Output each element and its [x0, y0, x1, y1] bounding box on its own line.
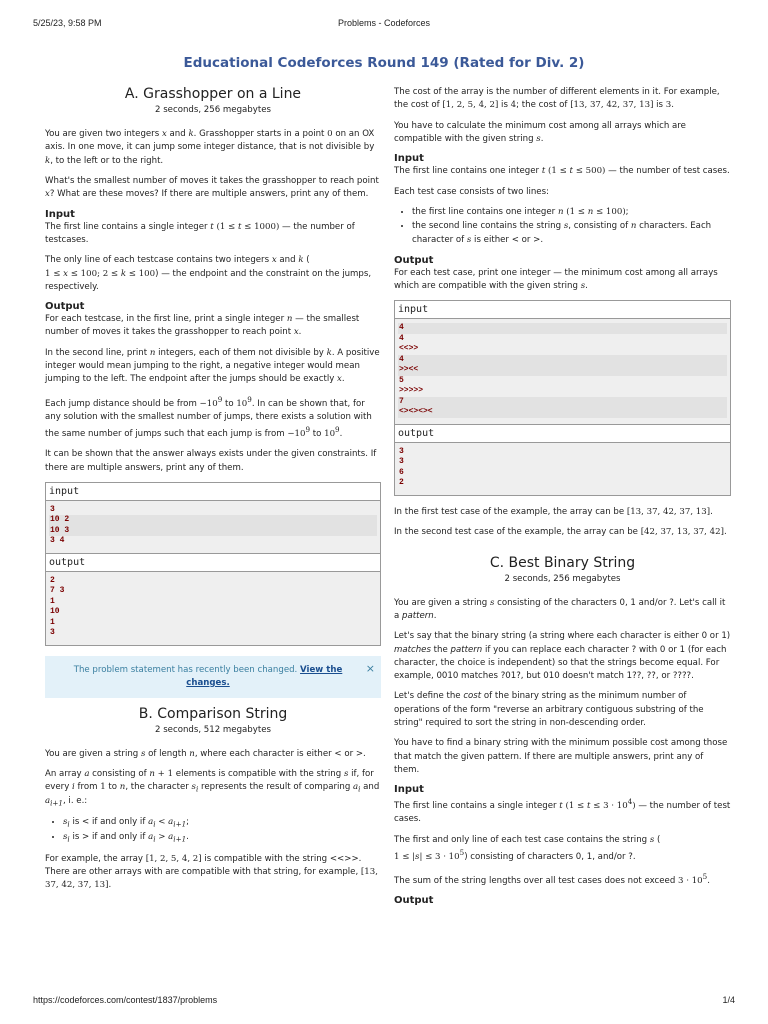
sample-output-line: 10 [50, 607, 60, 617]
notice-text: The problem statement has recently been changed. [73, 664, 298, 675]
sample-output-line: 7 3 [50, 586, 65, 596]
sample-output-line: 1 [50, 617, 55, 627]
problem-a-input-heading: Input [45, 208, 75, 220]
sample-output-line: 2 [399, 478, 404, 488]
problem-c-statement-2: Let's say that the binary string (a string where each character is either 0 or 1) matches the pattern if you can replace each character ? with 0 or 1 (for each character, the choice is independent) so that the strings become equal. For example, 0010 matches ?01?, but 010 doesn't match 1??, ??, or ????. [394, 631, 731, 682]
problem-b-conditions: • $s_i$ is < if and only if $a_i < a_{i+1}$; • $s_i$ is > if and only if $a_i > a_{i+1}$. [45, 816, 381, 845]
problem-a [45, 86, 381, 646]
problem-c [394, 555, 731, 907]
problem-a-statement-1: You are given two integers x and k. Grasshopper starts in a point 0 on an OX axis. In one move, it can jump some integer distance, that is not divisible by k, to the left or to the right. [45, 129, 375, 166]
problem-c-input-1: The first line contains a single integer t $(1 \le t \le 3 \cdot 10^4)$ — the number of test cases. [394, 797, 731, 825]
problem-c-input-2: The first and only line of each test case contains the string s ( $1 \le |s| \le 3 \cdot 10^5$) consisting of characters 0, 1, and/or ?. [394, 834, 661, 862]
problem-c-input-3: The sum of the string lengths over all test cases does not exceed $3 \cdot 10^5$. [394, 872, 710, 887]
sample-output-line: 3 [50, 628, 55, 638]
problem-b-sample [394, 300, 731, 496]
print-page-title: Problems - Codeforces [337, 18, 431, 28]
sample-output-line: 6 [399, 467, 404, 477]
problem-c-statement-1: You are given a string s consisting of the characters 0, 1 and/or ?. Let's call it a pattern. [394, 597, 726, 621]
problem-c-statement-4: You have to find a binary string with the minimum possible cost among those that match the given pattern. If there are multiple answers, print any of them. [394, 738, 728, 775]
problem-a-output-4: It can be shown that the answer always exists under the given constraints. If there are multiple answers, print any of them. [45, 449, 377, 473]
problem-b-statement-4: The cost of the array is the number of different elements in it. For example, the cost of [1, 2, 5, 4, 2] is 4; the cost of [13, 37, 42, 37, 13] is 3. [394, 87, 720, 111]
sample-input-line: 10 3 [49, 526, 377, 537]
problem-b-statement-5: You have to calculate the minimum cost among all arrays which are compatible with the given string s. [394, 120, 686, 144]
problem-a-input-2: The only line of each testcase contains two integers x and k ( 1 ≤ x ≤ 100; 2 ≤ k ≤ 100) — the endpoint and the constraint on the jumps, respectively. [45, 255, 372, 292]
sample-output-label: output [46, 553, 380, 571]
sample-input-line: >><< [398, 365, 727, 376]
problem-a-statement-2: What's the smallest number of moves it takes the grasshopper to reach point x? What are these moves? If there are multiple answers, print any of them. [45, 175, 379, 200]
print-date: 5/25/23, 9:58 PM [33, 18, 102, 28]
problem-a-input-1: The first line contains a single integer t (1 ≤ t ≤ 1000) — the number of testcases. [45, 221, 355, 245]
problem-a-limits: 2 seconds, 256 megabytes [155, 105, 271, 115]
sample-output-block[interactable] [46, 571, 380, 645]
sample-output-line: 3 [399, 457, 404, 467]
sample-input-block[interactable] [46, 500, 380, 553]
problem-a-title[interactable]: A. Grasshopper on a Line [124, 86, 302, 102]
view-changes-link[interactable]: View the changes. [186, 664, 343, 688]
problem-b-title[interactable]: B. Comparison String [138, 705, 288, 722]
sample-input-label: input [395, 301, 730, 318]
print-url: https://codeforces.com/contest/1837/problems [33, 995, 218, 1005]
sample-output-label: output [395, 424, 730, 442]
sample-input-line: 7 [398, 397, 727, 408]
problem-b-input-heading: Input [394, 153, 424, 165]
sample-output-line: 3 [399, 446, 404, 456]
problem-b-statement-1: You are given a string s of length n, where each character is either < or >. [45, 748, 366, 759]
problem-a-output-heading: Output [45, 301, 85, 313]
sample-input-block[interactable] [395, 318, 730, 424]
problem-b-statement-3: For example, the array [1, 2, 5, 4, 2] is compatible with the string <<>>. There are other arrays with are compatible with that string, for example, [13, 37, 42, 37, 13]. [45, 853, 378, 891]
problem-c-statement-3: Let's define the cost of the binary string as the minimum number of operations of the form "reverse an arbitrary contiguous substring of the string" required to sort the string in non-descending order. [394, 691, 704, 729]
contest-title[interactable]: Educational Codeforces Round 149 (Rated for Div. 2) [183, 55, 585, 71]
left-column [45, 86, 381, 900]
problem-b-statement-2: An array a consisting of n + 1 elements is compatible with the string s if, for every i from 1 to n, the character $s_i$ represents the result of comparing $a_i$ and $a_{i+1}$, i. e.: [45, 769, 380, 808]
problem-b [45, 706, 381, 893]
problem-b-note-2: In the second test case of the example, the array can be [42, 37, 13, 37, 42]. [394, 527, 727, 538]
sample-input-line: 5 [399, 375, 404, 385]
sample-output-block[interactable] [395, 442, 730, 495]
sample-input-line: 4 [398, 323, 727, 334]
sample-input-line: 4 [398, 355, 727, 366]
problem-b-input-1: The first line contains one integer t (1 ≤ t ≤ 500) — the number of test cases. [394, 166, 730, 177]
sample-input-label: input [46, 483, 380, 500]
problem-b-output-heading: Output [394, 254, 434, 266]
sample-input-line: <<>> [399, 344, 419, 354]
close-icon[interactable]: × [365, 661, 375, 675]
sample-input-line: >>>>> [399, 386, 424, 396]
problem-c-output-heading: Output [394, 895, 434, 907]
problem-b-input-list: • the first line contains one integer n (1 ≤ n ≤ 100); • the second line contains the string s, consisting of n characters. Each character of s is either < or >. [394, 206, 731, 247]
problem-b-note-1: In the first test case of the example, the array can be [13, 37, 42, 37, 13]. [394, 506, 713, 517]
sample-input-line: 4 [399, 333, 404, 343]
problem-a-sample [45, 482, 381, 646]
print-page-number: 1/4 [722, 995, 735, 1005]
problem-a-output-3: Each jump distance should be from $-10^9$ to $10^9$. In can be shown that, for any solution with the smallest number of jumps, there exists a solution with the same number of jumps such that each jump is from $-10^9$ to $10^9$. [45, 394, 372, 440]
problem-a-output-2: In the second line, print n integers, each of them not divisible by k. A positive integer would mean jumping to the right, a negative integer would mean jumping to the left. The endpoint after the jumps should be exactly x. [45, 347, 380, 385]
problem-c-title[interactable]: C. Best Binary String [489, 554, 636, 571]
problem-b-output-1: For each test case, print one integer — the minimum cost among all arrays which are compatible with the given string s. [394, 267, 718, 292]
sample-input-line: 3 4 [50, 536, 65, 546]
problem-b-input-2: Each test case consists of two lines: [394, 186, 549, 197]
right-column [394, 86, 731, 907]
sample-input-line: 3 [50, 504, 55, 514]
sample-input-line: <><><>< [398, 407, 727, 418]
problem-a-output-1: For each testcase, in the first line, print a single integer n — the smallest number of moves it takes the grasshopper to reach point x. [45, 314, 360, 338]
sample-input-line: 10 2 [49, 515, 377, 526]
sample-output-line: 1 [50, 596, 55, 606]
problem-c-input-heading: Input [394, 784, 424, 796]
statement-changed-notice [45, 656, 381, 698]
sample-output-line: 2 [50, 575, 55, 585]
problem-b-limits: 2 seconds, 512 megabytes [155, 724, 271, 735]
problem-c-limits: 2 seconds, 256 megabytes [504, 573, 621, 584]
